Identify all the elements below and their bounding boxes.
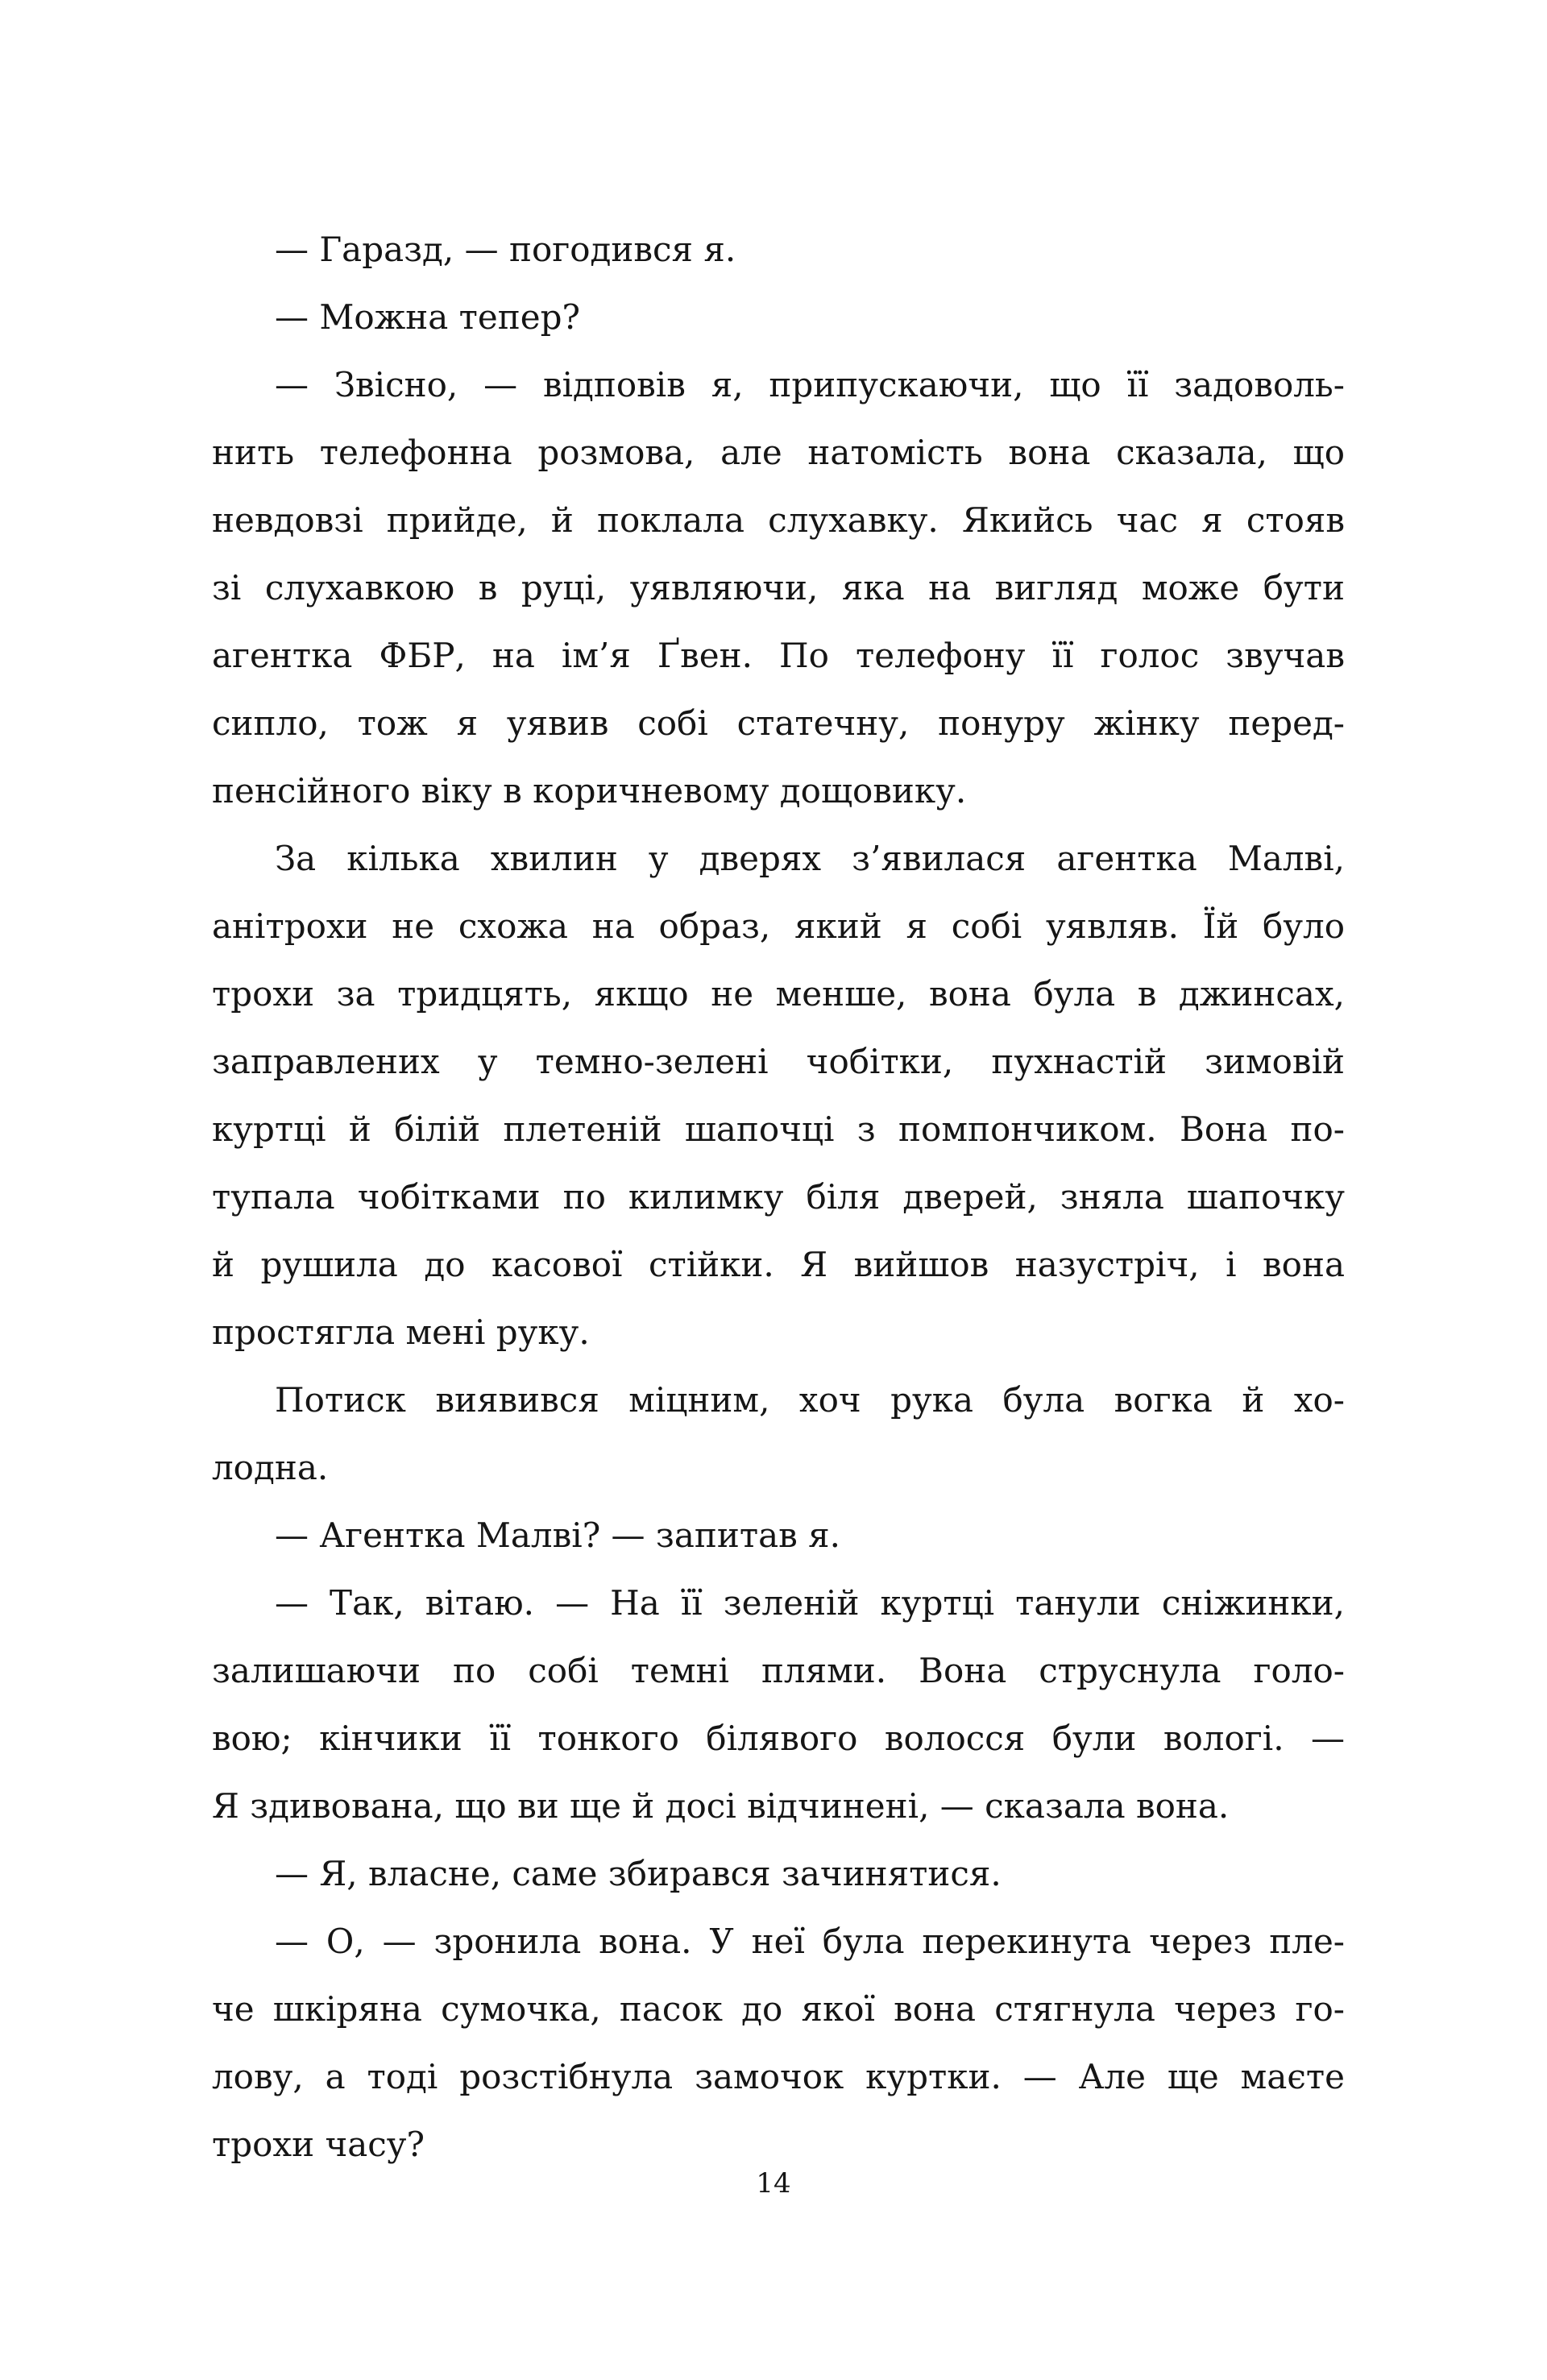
- text-line: лову, а тоді розстібнула замочок куртки. — Але ще маєте: [212, 2057, 1345, 2096]
- text-line: зі слухавкою в руці, уявляючи, яка на вигляд може бути: [212, 568, 1345, 607]
- paragraph: [212, 216, 1345, 284]
- text-line: й рушила до касової стійки. Я вийшов назустріч, і вона: [212, 1245, 1345, 1284]
- text-line: невдовзі прийде, й поклала слухавку. Якийсь час я стояв: [212, 500, 1345, 540]
- text-block: [212, 216, 1345, 2179]
- text-line: вою; кінчики її тонкого білявого волосся були вологі. —: [212, 1719, 1345, 1758]
- text-line: — О, — зронила вона. У неї була перекинута через пле-: [275, 1922, 1345, 1961]
- text-line: че шкіряна сумочка, пасок до якої вона стягнула через го-: [212, 1989, 1345, 2029]
- text-line: трохи за тридцять, якщо не менше, вона була в джинсах,: [212, 974, 1345, 1014]
- text-line: пенсійного віку в коричневому дощовику.: [212, 771, 967, 811]
- paragraph: [212, 1366, 1345, 1502]
- page-number: 14: [756, 2167, 791, 2200]
- paragraph: [212, 825, 1345, 1366]
- text-line: — Можна тепер?: [275, 297, 581, 337]
- text-line: — Звісно, — відповів я, припускаючи, що її задоволь-: [275, 365, 1345, 404]
- text-line: Потиск виявився міцним, хоч рука була вогка й хо-: [275, 1380, 1345, 1420]
- text-line: лодна.: [212, 1448, 329, 1487]
- text-line: простягла мені руку.: [212, 1312, 590, 1352]
- text-line: сипло, тож я уявив собі статечну, понуру жінку перед-: [212, 703, 1345, 743]
- text-line: агентка ФБР, на ім’я Ґвен. По телефону її голос звучав: [212, 636, 1345, 675]
- text-line: нить телефонна розмова, але натомість вона сказала, що: [212, 433, 1345, 472]
- paragraph: [212, 1840, 1345, 1908]
- text-line: куртці й білій плетеній шапочці з помпончиком. Вона по-: [212, 1109, 1345, 1149]
- text-line: — Я, власне, саме збирався зачинятися.: [275, 1854, 1002, 1893]
- paragraph: [212, 1502, 1345, 1569]
- text-line: анітрохи не схожа на образ, який я собі уявляв. Їй було: [212, 906, 1345, 946]
- paragraph: [212, 284, 1345, 351]
- text-line: залишаючи по собі темні плями. Вона струснула голо-: [212, 1651, 1345, 1690]
- paragraph: [212, 1908, 1345, 2179]
- paragraph: [212, 351, 1345, 825]
- text-line: заправлених у темно-зелені чобітки, пухнастій зимовій: [212, 1042, 1345, 1081]
- text-line: тупала чобітками по килимку біля дверей, зняла шапочку: [212, 1177, 1345, 1217]
- text-line: Я здивована, що ви ще й досі відчинені, — сказала вона.: [212, 1786, 1230, 1826]
- paragraph: [212, 1569, 1345, 1840]
- text-line: — Агентка Малві? — запитав я.: [275, 1515, 840, 1555]
- text-line: трохи часу?: [212, 2125, 425, 2164]
- text-line: — Так, вітаю. — На її зеленій куртці танули сніжинки,: [275, 1583, 1345, 1623]
- text-line: За кілька хвилин у дверях з’явилася агентка Малві,: [275, 839, 1345, 878]
- text-line: — Гаразд, — погодився я.: [275, 230, 736, 269]
